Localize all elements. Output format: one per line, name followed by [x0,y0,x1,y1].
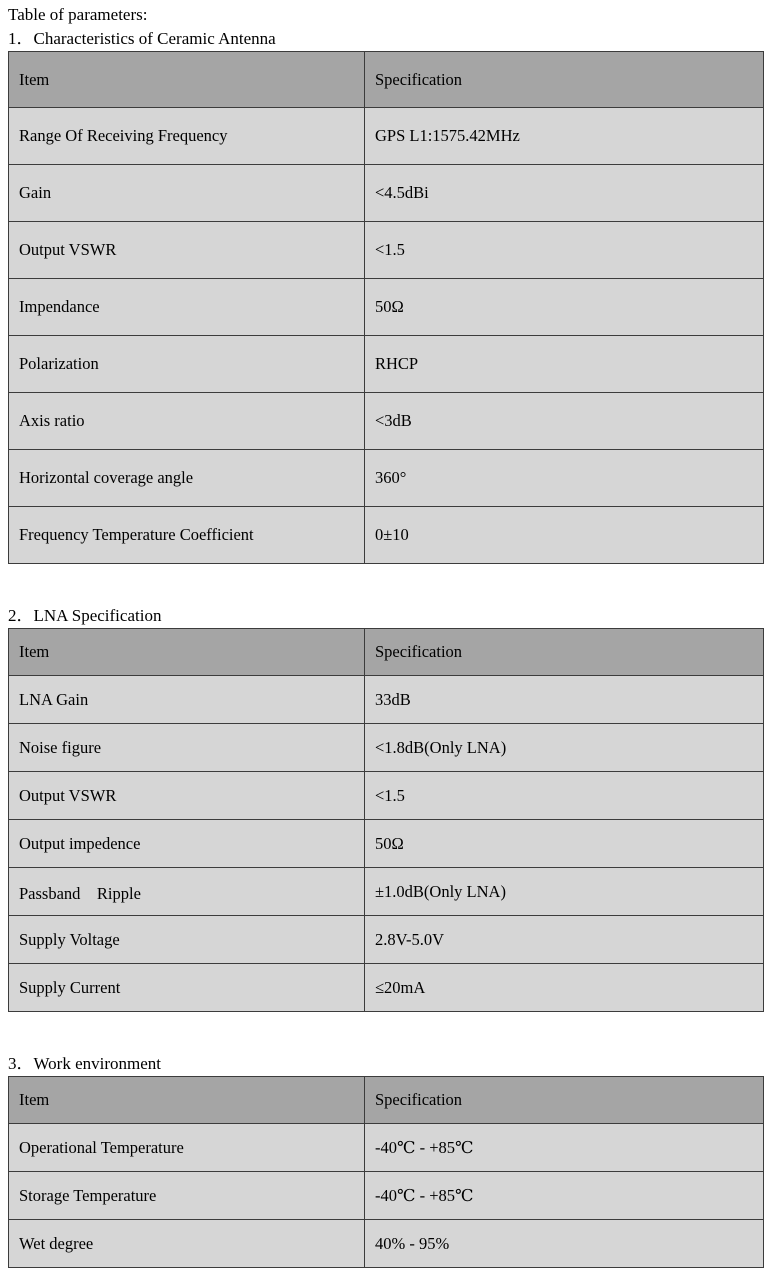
document-page [0,3,770,1253]
cell-specification: <1.8dB(Only LNA) [365,724,764,772]
cell-specification: ±1.0dB(Only LNA) [365,868,764,916]
cell-specification: -40℃ - +85℃ [365,1124,764,1172]
column-header-item: Item [9,1077,365,1124]
table-row [9,1124,764,1172]
table-row [9,222,764,279]
cell-specification: ≤20mA [365,964,764,1012]
cell-specification: GPS L1:1575.42MHz [365,108,764,165]
table-row [9,964,764,1012]
cell-specification: RHCP [365,336,764,393]
table-row [9,724,764,772]
cell-item: Output VSWR [9,772,365,820]
cell-item: Horizontal coverage angle [9,450,365,507]
table-row [9,279,764,336]
cell-item: Output VSWR [9,222,365,279]
cell-item: Supply Current [9,964,365,1012]
cell-item: Supply Voltage [9,916,365,964]
cell-item: Impendance [9,279,365,336]
section-heading-3: 3．Work environment [8,1054,162,1073]
column-header-item: Item [9,629,365,676]
table-row [9,165,764,222]
cell-item: Noise figure [9,724,365,772]
table-row [9,916,764,964]
cell-item: Operational Temperature [9,1124,365,1172]
cell-specification: <3dB [365,393,764,450]
table-lna-specification [8,628,764,1012]
table-row [9,507,764,564]
column-header-item: Item [9,52,365,108]
spacer [0,564,770,604]
table-ceramic-antenna-characteristics [8,51,764,564]
section-heading-2: 2．LNA Specification [8,606,162,625]
cell-specification: 50Ω [365,820,764,868]
cell-item: Wet degree [9,1220,365,1268]
table-row [9,820,764,868]
cell-specification: 33dB [365,676,764,724]
intro-line: Table of parameters: [8,5,148,24]
cell-specification: 50Ω [365,279,764,336]
section-heading-1: 1．Characteristics of Ceramic Antenna [8,29,276,48]
cell-specification: <1.5 [365,222,764,279]
table-header-row [9,1077,764,1124]
spacer [0,1012,770,1052]
cell-item: Storage Temperature [9,1172,365,1220]
cell-specification: 40% - 95% [365,1220,764,1268]
column-header-specification: Specification [365,52,764,108]
column-header-specification: Specification [365,1077,764,1124]
table-row [9,772,764,820]
cell-item: Polarization [9,336,365,393]
cell-specification: <4.5dBi [365,165,764,222]
column-header-specification: Specification [365,629,764,676]
table-row [9,108,764,165]
cell-item: Output impedence [9,820,365,868]
table-row [9,393,764,450]
cell-item: Axis ratio [9,393,365,450]
table-header-row [9,629,764,676]
cell-specification: -40℃ - +85℃ [365,1172,764,1220]
cell-item: Gain [9,165,365,222]
table-row [9,868,764,916]
table-row [9,676,764,724]
cell-item: LNA Gain [9,676,365,724]
cell-specification: 2.8V-5.0V [365,916,764,964]
cell-specification: <1.5 [365,772,764,820]
cell-specification: 0±10 [365,507,764,564]
table-header-row [9,52,764,108]
table-row [9,336,764,393]
cell-item: Frequency Temperature Coefficient [9,507,365,564]
table-row [9,1220,764,1268]
table-work-environment [8,1076,764,1268]
cell-specification: 360° [365,450,764,507]
cell-item: Range Of Receiving Frequency [9,108,365,165]
cell-item: Passband Ripple [9,868,365,916]
table-row [9,1172,764,1220]
table-row [9,450,764,507]
